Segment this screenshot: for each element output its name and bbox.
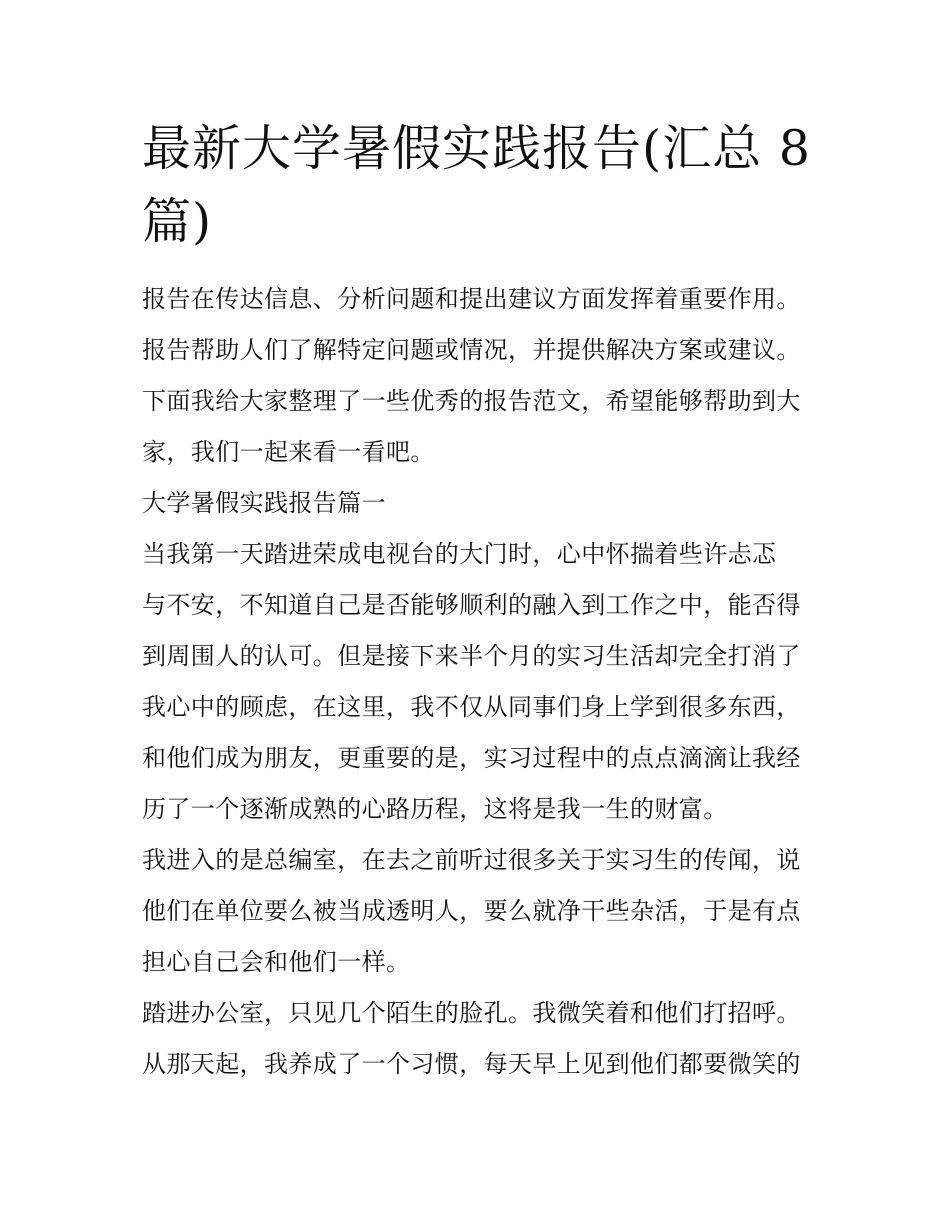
- body-line: 家，我们一起来看一看吧。: [142, 438, 435, 466]
- body-line: 历了一个逐渐成熟的心路历程，这将是我一生的财富。: [142, 795, 728, 823]
- body-line: 与不安，不知道自己是否能够顺利的融入到工作之中，能否得: [142, 591, 801, 619]
- body-line: 当我第一天踏进荣成电视台的大门时，心中怀揣着些许忐忑: [142, 540, 777, 568]
- title-line-2: 篇): [142, 193, 213, 250]
- body-line: 担心自己会和他们一样。: [142, 948, 411, 976]
- document-title: [142, 112, 822, 258]
- section-heading: 大学暑假实践报告篇一: [142, 489, 386, 517]
- body-line: 他们在单位要么被当成透明人，要么就净干些杂活，于是有点: [142, 897, 801, 925]
- document-body: [142, 274, 822, 1090]
- body-line: 报告帮助人们了解特定问题或情况，并提供解决方案或建议。: [142, 336, 801, 364]
- body-line: 我心中的顾虑，在这里，我不仅从同事们身上学到很多东西，: [142, 693, 801, 721]
- body-line: 我进入的是总编室，在去之前听过很多关于实习生的传闻，说: [142, 846, 801, 874]
- body-line: 踏进办公室，只见几个陌生的脸孔。我微笑着和他们打招呼。: [142, 999, 801, 1027]
- body-line: 下面我给大家整理了一些优秀的报告范文，希望能够帮助到大: [142, 387, 801, 415]
- title-line-1: 最新大学暑假实践报告(汇总 8: [142, 120, 811, 177]
- body-line: 从那天起，我养成了一个习惯，每天早上见到他们都要微笑的: [142, 1050, 801, 1078]
- body-line: 和他们成为朋友，更重要的是，实习过程中的点点滴滴让我经: [142, 744, 801, 772]
- body-line: 报告在传达信息、分析问题和提出建议方面发挥着重要作用。: [142, 285, 801, 313]
- document-page: [142, 112, 822, 1090]
- body-line: 到周围人的认可。但是接下来半个月的实习生活却完全打消了: [142, 642, 801, 670]
